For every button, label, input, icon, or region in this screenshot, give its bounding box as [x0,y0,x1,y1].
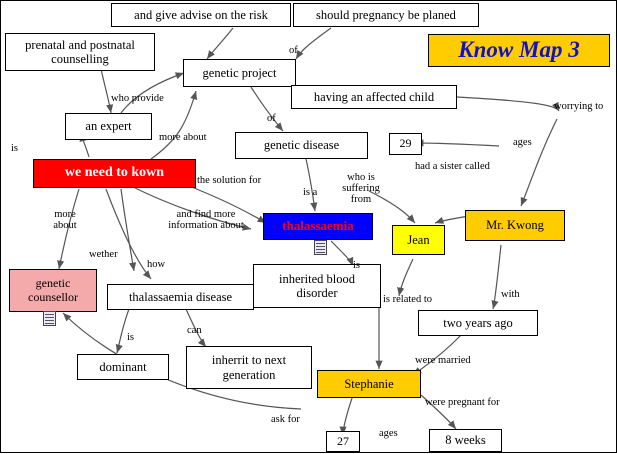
node-age-27[interactable] [326,431,360,452]
node-label: thalassaemia [282,218,354,234]
edge-label-text: more about [53,209,77,231]
edge-label-is-a [303,187,317,198]
edge-label-more-about-2 [45,209,85,231]
edge-label-text: and find more information about [168,209,244,231]
node-label: an expert [85,119,132,134]
edge-label-is-3 [127,332,134,343]
edge-label-were-pregnant-for [425,397,500,408]
edge-label-were-married [415,355,471,366]
node-label: genetic project [202,65,277,80]
node-pregnancy-planned[interactable] [293,3,479,27]
node-label: and give advise on the risk [134,7,268,22]
node-label: 27 [337,433,349,448]
edge-label-wether [89,249,118,260]
edge-label-text: with [501,289,520,300]
title-banner [428,34,610,67]
edge-label-the-solution-for [197,175,261,186]
edge-label-more-about-1 [159,132,207,143]
edge-label-text: is [11,143,19,154]
node-label: Stephanie [344,376,394,391]
node-mr-kwong[interactable] [465,210,565,241]
edge-label-text: ages [379,428,398,439]
node-label: should pregnancy be planed [316,7,456,22]
node-label: we need to kown [64,165,165,181]
node-jean[interactable] [392,225,445,255]
node-age-29[interactable] [389,133,422,155]
edge-label-text: is [353,260,361,271]
edge-label-had-a-sister-called [415,161,490,172]
edge-label-text: is related to [383,294,432,305]
edge-label-find-more-information-about [156,209,256,231]
node-8-weeks[interactable] [429,429,502,452]
node-label: 8 weeks [445,433,486,448]
edge-label-text: worrying to [554,101,604,112]
edge-label-is-related-to [383,294,432,305]
node-genetic-counsellor[interactable] [9,269,97,312]
edge-label-ages-1 [513,137,532,148]
node-two-years-ago[interactable] [418,310,538,336]
edge-label-text: is [127,332,135,343]
edge-label-text: is a [303,187,318,198]
edge-label-ages-2 [379,428,398,439]
edge-label-who-provide [111,93,164,104]
node-thalassaemia[interactable] [263,213,373,240]
edge-label-is-2 [353,260,360,271]
edge-label-text: were pregnant for [425,397,500,408]
edge-label-ask-for [271,414,300,425]
edge-label-text: were married [415,355,471,366]
note-icon-counsellor[interactable] [43,311,56,326]
node-affected-child[interactable] [291,85,457,109]
node-inherited-blood-disorder[interactable] [253,264,381,308]
edge-label-text: of [267,113,276,124]
edge-label-text: wether [89,249,118,260]
edge-label-text: can [187,325,202,336]
edge-label-is-1 [11,143,18,154]
node-dominant[interactable] [77,354,169,380]
node-genetic-project[interactable] [183,59,296,87]
note-icon-thalassaemia[interactable] [314,240,327,255]
edge-label-worrying-to [554,101,603,112]
node-we-need-to-know[interactable] [33,159,196,188]
edge-label-of-1 [289,45,298,56]
node-label: having an affected child [313,89,435,104]
edge-label-how [147,259,165,270]
node-label: thalassaemia disease [128,289,233,304]
edge-label-text: had a sister called [415,161,490,172]
node-label: two years ago [443,315,513,330]
node-label: Mr. Kwong [486,218,544,233]
node-label: genetic disease [263,138,340,153]
edge-label-text: how [147,259,166,270]
node-thalassaemia-disease[interactable] [107,284,254,310]
edge-label-of-2 [267,113,276,124]
node-label: 29 [399,136,412,151]
node-label: genetic counsellor [28,275,78,304]
node-label: prenatal and postnatal counselling [25,37,135,66]
node-label: inherited blood disorder [278,271,356,300]
edge-label-text: ask for [271,414,300,425]
node-advise[interactable] [111,3,291,27]
edge-label-text: the solution for [197,175,262,186]
node-counselling[interactable] [5,33,155,71]
node-label: Jean [407,232,430,247]
node-label: dominant [99,359,147,374]
edge-label-text: more about [159,132,207,143]
edge-label-text: ages [513,137,532,148]
node-inherrit-next-generation[interactable] [186,346,312,389]
node-an-expert[interactable] [65,113,152,140]
edge-label-with [501,289,520,300]
edge-label-text: who provide [111,93,164,104]
node-genetic-disease[interactable] [235,132,368,159]
title-label: Know Map 3 [458,37,580,63]
edge-label-text: of [289,45,298,56]
node-stephanie[interactable] [317,370,421,398]
node-label: inherrit to next generation [211,353,287,382]
edge-label-who-is-suffering-from [331,172,391,205]
edge-label-text: who is suffering from [342,172,380,205]
edge-label-can [187,325,202,336]
